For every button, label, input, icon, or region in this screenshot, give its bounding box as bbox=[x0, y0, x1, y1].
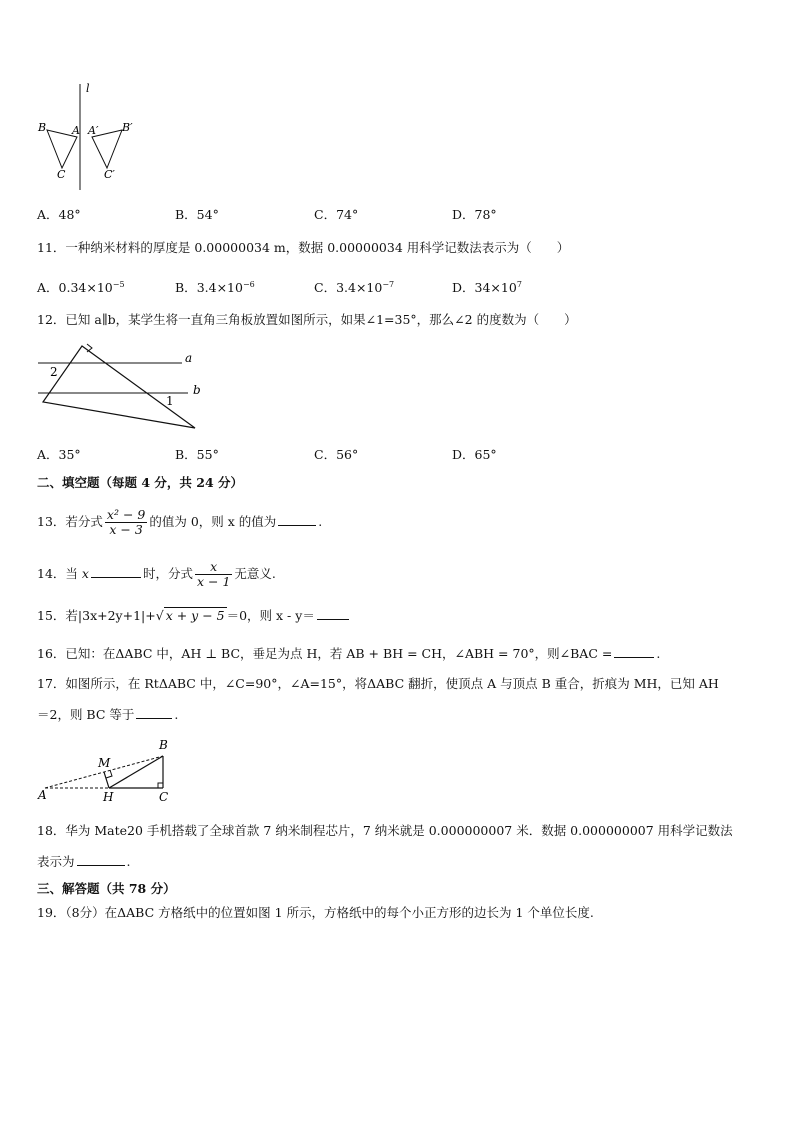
q12-option-b[interactable]: B．55° bbox=[175, 447, 219, 462]
q12-option-a[interactable]: A．35° bbox=[37, 447, 81, 462]
label-B-prime: B′ bbox=[122, 121, 133, 134]
q10-option-b[interactable]: B．54° bbox=[175, 207, 219, 222]
label-C-prime: C′ bbox=[104, 168, 115, 181]
label-angle-2: 2 bbox=[50, 365, 58, 379]
q17-answer-blank[interactable] bbox=[136, 717, 172, 719]
q10-option-d[interactable]: D．78° bbox=[452, 207, 497, 222]
q18-question-line1: 18．华为 Mate20 手机搭载了全球首款 7 纳米制程芯片，7 纳米就是 0.000000007 米．数据 0.000000007 用科学记数法 bbox=[37, 823, 733, 838]
label-B: B bbox=[38, 121, 47, 134]
q10-option-a[interactable]: A．48° bbox=[37, 207, 81, 222]
label-A: A bbox=[72, 124, 80, 137]
segment-HB bbox=[109, 756, 163, 788]
q11-option-d[interactable]: D．$34\times 10^7$ bbox=[452, 280, 522, 296]
q11-option-c[interactable]: C．$3.4\times 10^{-7}$ bbox=[314, 280, 395, 296]
q10-figure bbox=[30, 80, 150, 192]
q12-figure bbox=[30, 340, 220, 435]
q19-question: 19．（8分）在ΔABC 方格纸中的位置如图 1 所示，方格纸中的每个小正方形的边长为 1 个单位长度. bbox=[37, 905, 594, 920]
q14-question: 14．当 x 时，分式 $\frac{x}{x - 1}$ 无意义. bbox=[37, 559, 276, 589]
section-fill-in-title: 二、填空题（每题 4 分，共 24 分） bbox=[37, 475, 244, 490]
label-a: a bbox=[185, 351, 193, 365]
q18-question-line2: 表示为 . bbox=[37, 854, 131, 869]
q11-option-b[interactable]: B．$3.4\times 10^{-6}$ bbox=[175, 280, 255, 296]
right-triangle-ruler bbox=[43, 346, 195, 428]
right-angle-mark-C bbox=[158, 783, 163, 788]
q12-question: 12．已知 a∥b，某学生将一直角三角板放置如图所示，如果∠1=35°，那么∠2 的度数为（ ） bbox=[37, 312, 577, 327]
q16-question: 16．已知：在ΔABC 中，AH ⊥ BC，垂足为点 H，若 AB + BH = CH，∠ABH = 70°，则∠BAC = . bbox=[37, 646, 661, 661]
segment-MH bbox=[104, 772, 109, 788]
q12-option-c[interactable]: C．56° bbox=[314, 447, 359, 462]
label-A: A bbox=[38, 788, 47, 802]
q17-question-line2: ＝2，则 BC 等于 . bbox=[37, 707, 179, 722]
sqrt-sign: √ bbox=[155, 608, 164, 623]
label-C: C bbox=[57, 168, 66, 181]
label-l: l bbox=[86, 82, 90, 95]
q16-answer-blank[interactable] bbox=[614, 656, 654, 658]
label-angle-1: 1 bbox=[166, 394, 174, 408]
section-solutions-title: 三、解答题（共 78 分） bbox=[37, 881, 176, 896]
q12-option-d[interactable]: D．65° bbox=[452, 447, 497, 462]
label-A-prime: A′ bbox=[88, 124, 99, 137]
q13-question: 13．若分式 $\frac{\text{x² − 9}}{x - 3}$ 的值为 0，则 x 的值为 . bbox=[37, 507, 323, 537]
label-B: B bbox=[159, 738, 168, 752]
label-M: M bbox=[98, 756, 111, 770]
q14-answer-blank[interactable] bbox=[91, 576, 141, 578]
label-H: H bbox=[103, 790, 114, 804]
q11-question: 11．一种纳米材料的厚度是 0.00000034 m，数据 0.00000034 用科学记数法表示为（ ） bbox=[37, 240, 570, 255]
q18-answer-blank[interactable] bbox=[77, 864, 125, 866]
q13-answer-blank[interactable] bbox=[278, 524, 316, 526]
right-angle-mark-M bbox=[106, 770, 112, 778]
label-C: C bbox=[159, 790, 169, 804]
q15-answer-blank[interactable] bbox=[317, 618, 349, 620]
q15-question: 15．若|3x+2y+1|+√ x + y − 5 ＝0，则 x - y＝ bbox=[37, 608, 351, 624]
q10-option-c[interactable]: C．74° bbox=[314, 207, 359, 222]
q17-figure bbox=[30, 735, 190, 807]
q17-question-line1: 17．如图所示，在 RtΔABC 中，∠C=90°，∠A=15°，将ΔABC 翻折，使顶点 A 与顶点 B 重合，折痕为 MH，已知 AH bbox=[37, 676, 719, 691]
label-b: b bbox=[193, 383, 201, 397]
q11-option-a[interactable]: A．$0.34\times 10^{-5}$ bbox=[37, 280, 125, 296]
